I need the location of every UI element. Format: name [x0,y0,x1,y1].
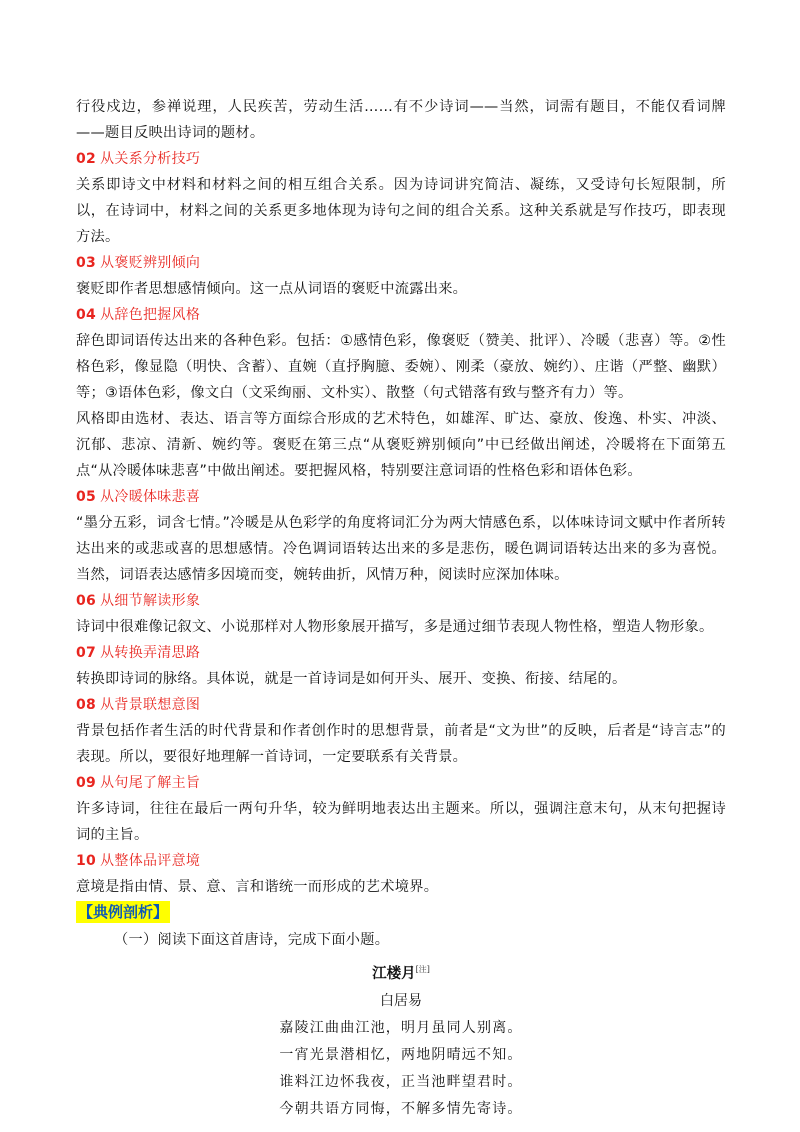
section-03 [76,250,726,302]
section-10 [76,848,726,900]
section-07 [76,640,726,692]
section-heading [76,770,726,796]
section-paragraph: 风格即由选材、表达、语言等方面综合形成的艺术特色，如雄浑、旷达、豪放、俊逸、朴实、冲淡、沉郁、悲凉、清新、婉约等。褒贬在第三点“从褒贬辨别倾向”中已经做出阐述，冷暖将在下面第五点“从冷暖体味悲喜”中做出阐述。要把握风格，特别要注意词语的性格色彩和语体色彩。 [76,411,726,479]
section-05 [76,484,726,588]
section-number: 07 [76,645,97,661]
section-paragraph: 背景包括作者生活的时代背景和作者创作时的思想背景，前者是“文为世”的反映，后者是“诗言志”的表现。所以，要很好地理解一首诗词，一定要联系有关背景。 [76,723,726,765]
poem-note-marker: [注] [415,965,430,974]
section-number: 10 [76,853,97,869]
section-number: 03 [76,255,97,271]
section-title: 从句尾了解主旨 [100,775,201,791]
poem-line: 谁料江边怀我夜，正当池畔望君时。 [279,1073,523,1090]
section-paragraph: 辞色即词语传达出来的各种色彩。包括：①感情色彩，像褒贬（赞美、批评）、冷暖（悲喜）等。②性格色彩，像显隐（明快、含蓄）、直婉（直抒胸臆、委婉）、刚柔（豪放、婉约）、庄谐（严整、幽默）等；③语体色彩，像文白（文采绚丽、文朴实）、散整（句式错落有致与整齐有力）等。 [76,333,726,401]
section-paragraph: 褒贬即作者思想感情倾向。这一点从词语的褒贬中流露出来。 [76,281,468,297]
section-title: 从辞色把握风格 [100,307,201,323]
section-08 [76,692,726,770]
poem [76,957,726,1123]
section-paragraph: 意境是指由情、景、意、言和谐统一而形成的艺术境界。 [76,879,439,895]
section-title: 从转换弄清思路 [100,645,201,661]
section-paragraph: 诗词中很难像记叙文、小说那样对人物形象展开描写，多是通过细节表现人物性格，塑造人物形象。 [76,619,714,635]
section-title: 从关系分析技巧 [100,151,201,167]
section-number: 04 [76,307,97,323]
section-04 [76,302,726,484]
section-02 [76,146,726,250]
question-prompt: （一）阅读下面这首唐诗，完成下面小题。 [114,932,390,948]
section-heading [76,848,726,874]
example-section [76,900,726,1123]
section-paragraph: “墨分五彩，词含七情。”冷暖是从色彩学的角度将词汇分为两大情感色系，以体味诗词文赋中作者所转达出来的或悲或喜的思想感情。冷色调词语转达出来的多是悲伤，暖色调词语转达出来的多为喜悦。当然，词语表达感情多因境而变，婉转曲折，风情万种，阅读时应深加体味。 [76,515,726,583]
section-paragraph: 许多诗词，往往在最后一两句升华，较为鲜明地表达出主题来。所以，强调注意末句，从末句把握诗词的主旨。 [76,801,726,843]
section-heading [76,588,726,614]
poem-title [76,957,726,987]
section-heading [76,484,726,510]
section-heading [76,302,726,328]
section-title: 从褒贬辨别倾向 [100,255,201,271]
poem-line: 嘉陵江曲曲江池，明月虽同人别离。 [279,1019,523,1036]
section-title: 从冷暖体味悲喜 [100,489,201,505]
section-paragraph: 关系即诗文中材料和材料之间的相互组合关系。因为诗词讲究简洁、凝练，又受诗句长短限制，所以，在诗词中，材料之间的关系更多地体现为诗句之间的组合关系。这种关系就是写作技巧，即表现方法。 [76,177,726,245]
intro-paragraph: 行役戍边，参禅说理，人民疾苦，劳动生活……有不少诗词——当然，词需有题目，不能仅看词牌——题目反映出诗词的题材。 [76,99,726,141]
poem-line: 一宵光景潜相忆，两地阴晴远不知。 [279,1046,523,1063]
section-number: 02 [76,151,97,167]
poem-line: 今朝共语方同悔，不解多情先寄诗。 [279,1100,523,1117]
poem-title-text: 江楼月 [372,964,416,982]
section-title: 从细节解读形象 [100,593,201,609]
section-paragraph: 转换即诗词的脉络。具体说，就是一首诗词是如何开头、展开、变换、衔接、结尾的。 [76,671,627,687]
section-heading [76,692,726,718]
section-title: 从整体品评意境 [100,853,201,869]
section-heading [76,250,726,276]
section-06 [76,588,726,640]
section-number: 06 [76,593,97,609]
section-number: 09 [76,775,97,791]
section-heading [76,640,726,666]
poem-author: 白居易 [380,992,422,1009]
section-heading [76,146,726,172]
section-number: 08 [76,697,97,713]
page-content [76,94,726,1123]
example-tag: 【典例剖析】 [78,903,169,921]
section-title: 从背景联想意图 [100,697,201,713]
section-number: 05 [76,489,97,505]
section-09 [76,770,726,848]
